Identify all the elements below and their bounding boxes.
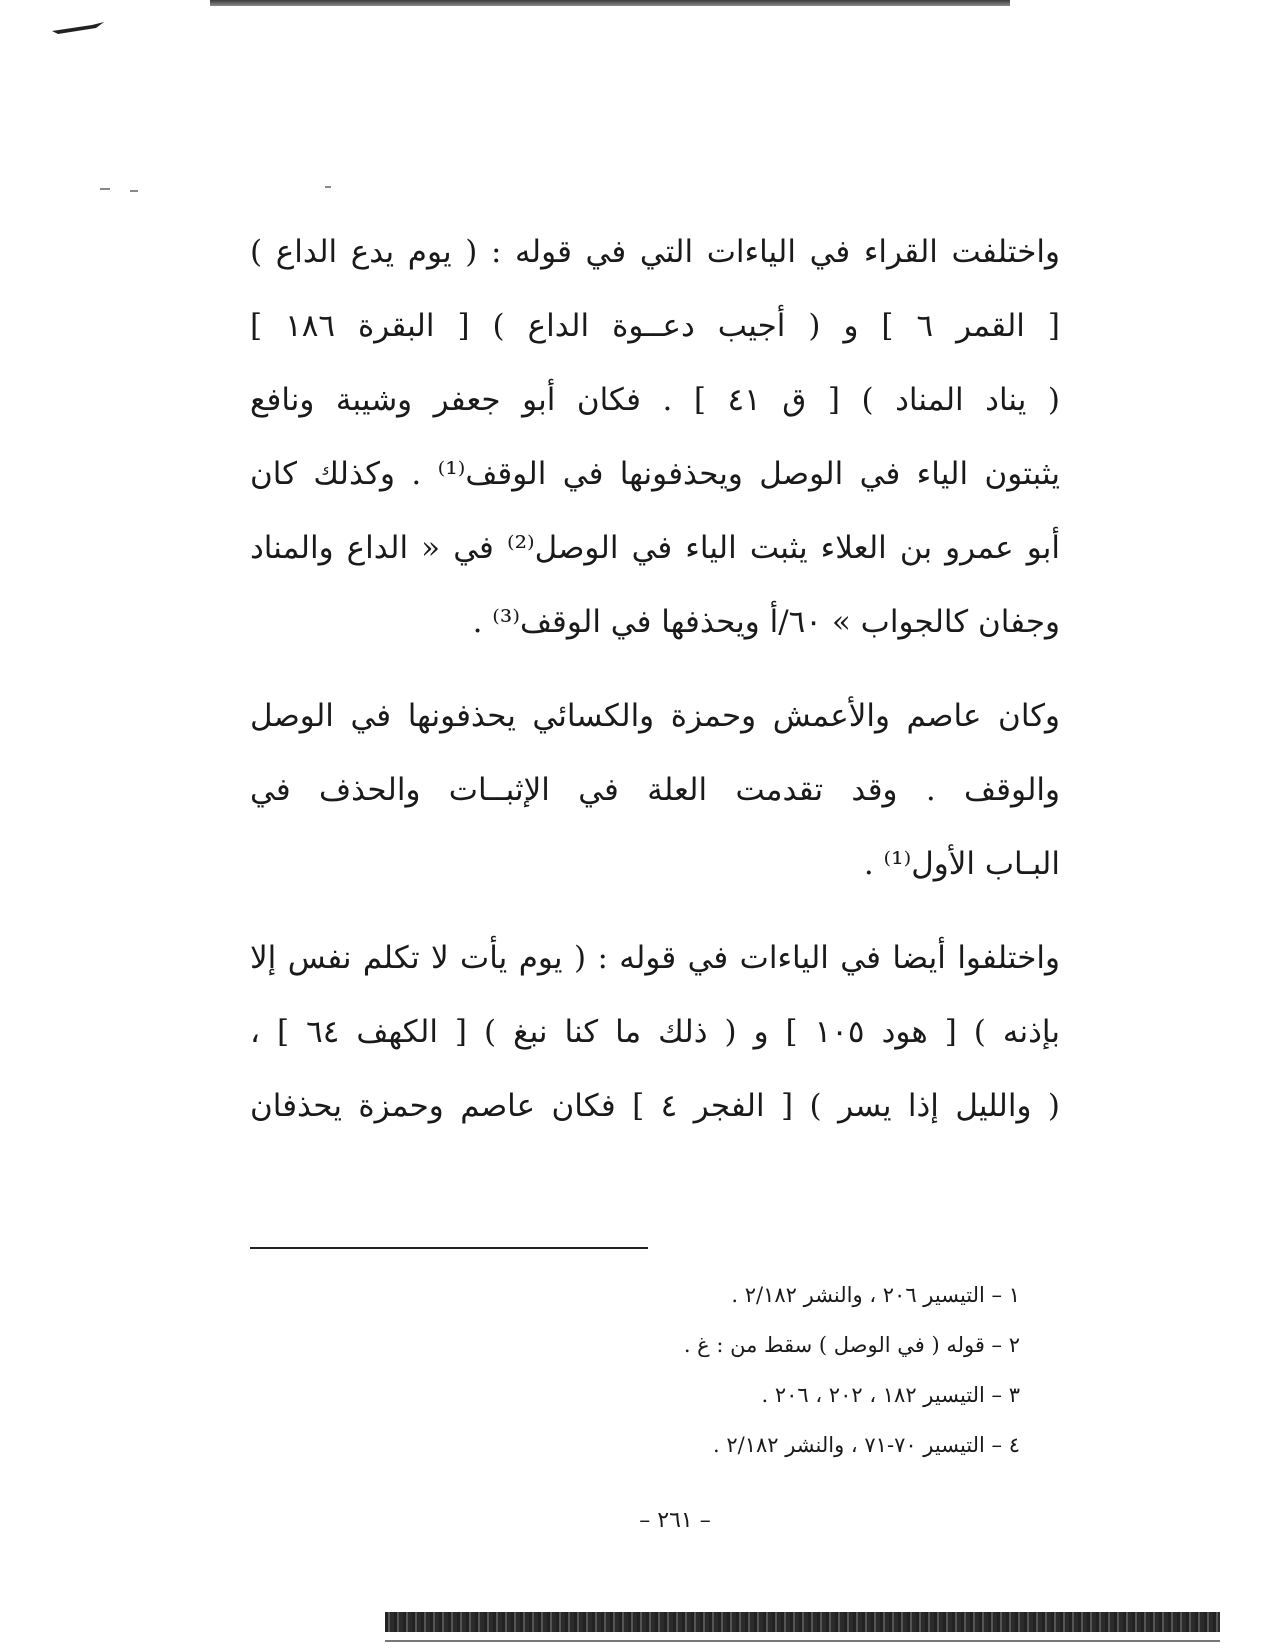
text-line: وكان عاصم والأعمش وحمزة والكسائي يحذفونها في الوصل	[250, 698, 1060, 734]
scan-mark	[52, 22, 104, 34]
paragraph-3	[250, 921, 1060, 1143]
scan-speck	[100, 188, 110, 190]
text-line: ( يناد المناد ) [ ق ٤١ ] . فكان أبو جعفر وشيبة ونافع	[250, 382, 1060, 418]
paragraph-1	[250, 215, 1060, 659]
text-line: والوقف . وقد تقدمت العلة في الإثبــات والحذف في	[250, 772, 1060, 808]
text-line: بإذنه ) [ هود ١٠٥ ] و ( ذلك ما كنا نبغ ) [ الكهف ٦٤ ] ،	[250, 1014, 1060, 1050]
text-line: وجفان كالجواب » ٦٠/أ ويحذفها في الوقف⁽³⁾ .	[472, 604, 1060, 640]
text-line: ( والليل إذا يسر ) [ الفجر ٤ ] فكان عاصم وحمزة يحذفان	[250, 1088, 1060, 1124]
scan-edge-bottom-line	[385, 1640, 1220, 1642]
footnote-item: ١ – التيسير ٢٠٦ ، والنشر ٢/١٨٢ .	[731, 1283, 1020, 1307]
scan-speck	[130, 190, 138, 192]
footnote-item: ٣ – التيسير ١٨٢ ، ٢٠٢ ، ٢٠٦ .	[761, 1383, 1020, 1407]
footnote-divider	[250, 1247, 648, 1249]
page-number: – ٢٦١ –	[639, 1508, 711, 1533]
text-line: البـاب الأول⁽¹⁾ .	[863, 846, 1060, 882]
scan-edge-bottom	[385, 1612, 1220, 1632]
text-line: واختلفت القراء في الياءات التي في قوله : ( يوم يدع الداع )	[250, 234, 1060, 270]
paragraph-2	[250, 679, 1060, 901]
scan-edge-top	[210, 0, 1010, 6]
text-line: [ القمر ٦ ] و ( أجيب دعــوة الداع ) [ البقرة ١٨٦ ]	[250, 308, 1060, 344]
main-text	[250, 215, 1060, 1143]
footnote-item: ٤ – التيسير ٧٠-٧١ ، والنشر ٢/١٨٢ .	[712, 1433, 1020, 1457]
footnotes	[560, 1270, 1020, 1470]
text-line: واختلفوا أيضا في الياءات في قوله : ( يوم يأت لا تكلم نفس إلا	[250, 940, 1060, 976]
footnote-item: ٢ – قوله ( في الوصل ) سقط من : غ .	[683, 1333, 1020, 1357]
text-line: أبو عمرو بن العلاء يثبت الياء في الوصل⁽²⁾ في « الداع والمناد	[250, 530, 1060, 566]
text-line: يثبتون الياء في الوصل ويحذفونها في الوقف⁽¹⁾ . وكذلك كان	[250, 456, 1060, 492]
scan-speck	[325, 186, 331, 188]
